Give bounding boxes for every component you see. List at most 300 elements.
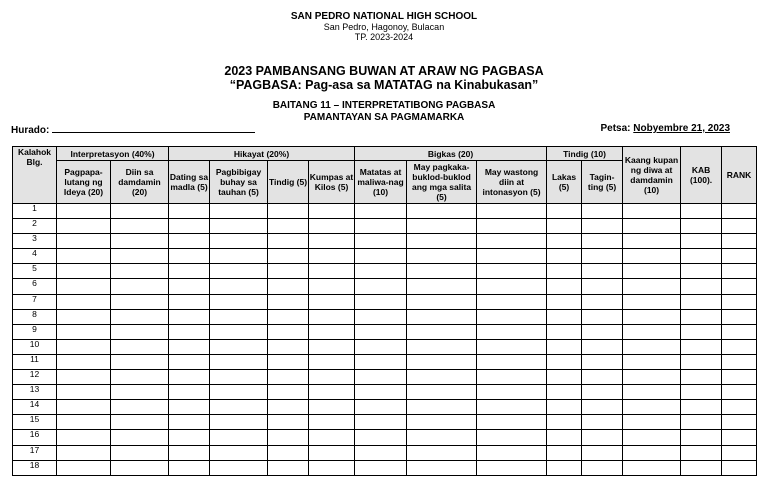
score-cell[interactable] xyxy=(210,264,268,279)
score-cell[interactable] xyxy=(169,400,210,415)
contestant-number: 13 xyxy=(13,385,57,400)
score-cell[interactable] xyxy=(309,309,355,324)
score-cell[interactable] xyxy=(309,204,355,219)
score-cell[interactable] xyxy=(210,234,268,249)
score-cell[interactable] xyxy=(722,249,757,264)
score-cell[interactable] xyxy=(111,234,169,249)
score-cell[interactable] xyxy=(407,354,477,369)
judge-field xyxy=(11,123,255,136)
score-cell[interactable] xyxy=(407,204,477,219)
score-cell[interactable] xyxy=(582,339,623,354)
score-cell[interactable] xyxy=(355,249,407,264)
event-title xyxy=(0,64,768,92)
score-cell[interactable] xyxy=(407,339,477,354)
score-cell[interactable] xyxy=(623,264,681,279)
score-cell[interactable] xyxy=(355,415,407,430)
score-cell[interactable] xyxy=(547,445,582,460)
score-cell[interactable] xyxy=(681,294,722,309)
score-cell[interactable] xyxy=(268,445,309,460)
score-cell[interactable] xyxy=(355,460,407,475)
score-cell[interactable] xyxy=(407,460,477,475)
score-cell[interactable] xyxy=(477,279,547,294)
score-cell[interactable] xyxy=(210,354,268,369)
score-cell[interactable] xyxy=(547,354,582,369)
score-cell[interactable] xyxy=(309,370,355,385)
score-cell[interactable] xyxy=(111,309,169,324)
score-cell[interactable] xyxy=(210,324,268,339)
score-cell[interactable] xyxy=(477,204,547,219)
score-cell[interactable] xyxy=(268,324,309,339)
score-cell[interactable] xyxy=(681,370,722,385)
col-kumpas: Kumpas at Kilos (5) xyxy=(309,161,355,204)
score-cell[interactable] xyxy=(355,339,407,354)
contestant-number: 8 xyxy=(13,309,57,324)
score-cell[interactable] xyxy=(169,279,210,294)
score-cell[interactable] xyxy=(210,309,268,324)
score-cell[interactable] xyxy=(623,400,681,415)
score-cell[interactable] xyxy=(355,445,407,460)
score-cell[interactable] xyxy=(111,204,169,219)
score-cell[interactable] xyxy=(57,400,111,415)
score-cell[interactable] xyxy=(547,400,582,415)
score-cell[interactable] xyxy=(111,249,169,264)
score-cell[interactable] xyxy=(623,415,681,430)
score-cell[interactable] xyxy=(355,294,407,309)
score-cell[interactable] xyxy=(547,415,582,430)
score-cell[interactable] xyxy=(309,234,355,249)
score-cell[interactable] xyxy=(477,249,547,264)
table-row xyxy=(13,264,757,279)
score-cell[interactable] xyxy=(169,430,210,445)
score-cell[interactable] xyxy=(309,264,355,279)
score-cell[interactable] xyxy=(582,400,623,415)
score-cell[interactable] xyxy=(111,445,169,460)
score-cell[interactable] xyxy=(210,249,268,264)
score-cell[interactable] xyxy=(210,460,268,475)
table-row xyxy=(13,249,757,264)
score-cell[interactable] xyxy=(210,370,268,385)
score-cell[interactable] xyxy=(210,385,268,400)
score-cell[interactable] xyxy=(681,354,722,369)
score-cell[interactable] xyxy=(623,294,681,309)
score-cell[interactable] xyxy=(582,385,623,400)
score-cell[interactable] xyxy=(57,339,111,354)
score-cell[interactable] xyxy=(210,204,268,219)
score-cell[interactable] xyxy=(57,294,111,309)
score-cell[interactable] xyxy=(169,324,210,339)
score-cell[interactable] xyxy=(623,279,681,294)
score-cell[interactable] xyxy=(681,385,722,400)
score-cell[interactable] xyxy=(623,370,681,385)
score-cell[interactable] xyxy=(57,234,111,249)
rubric-title: PAMANTAYAN SA PAGMAMARKA xyxy=(303,111,465,123)
score-cell[interactable] xyxy=(547,204,582,219)
contestant-number: 16 xyxy=(13,430,57,445)
score-cell[interactable] xyxy=(309,249,355,264)
col-tindig: Tindig (5) xyxy=(268,161,309,204)
score-cell[interactable] xyxy=(111,460,169,475)
score-cell[interactable] xyxy=(111,430,169,445)
score-cell[interactable] xyxy=(477,385,547,400)
score-cell[interactable] xyxy=(681,324,722,339)
score-cell[interactable] xyxy=(169,445,210,460)
score-cell[interactable] xyxy=(268,309,309,324)
contestant-number: 4 xyxy=(13,249,57,264)
score-cell[interactable] xyxy=(477,264,547,279)
judge-blank-line[interactable] xyxy=(52,123,255,133)
score-cell[interactable] xyxy=(169,249,210,264)
score-cell[interactable] xyxy=(582,219,623,234)
score-cell[interactable] xyxy=(111,339,169,354)
score-cell[interactable] xyxy=(268,354,309,369)
score-cell[interactable] xyxy=(57,309,111,324)
score-cell[interactable] xyxy=(169,294,210,309)
score-cell[interactable] xyxy=(623,460,681,475)
score-cell[interactable] xyxy=(169,219,210,234)
score-cell[interactable] xyxy=(355,400,407,415)
score-cell[interactable] xyxy=(111,324,169,339)
score-cell[interactable] xyxy=(623,309,681,324)
score-cell[interactable] xyxy=(268,430,309,445)
score-cell[interactable] xyxy=(268,339,309,354)
score-cell[interactable] xyxy=(547,219,582,234)
score-cell[interactable] xyxy=(111,219,169,234)
score-cell[interactable] xyxy=(477,294,547,309)
score-cell[interactable] xyxy=(681,309,722,324)
score-cell[interactable] xyxy=(355,324,407,339)
score-cell[interactable] xyxy=(623,430,681,445)
table-row xyxy=(13,339,757,354)
score-cell[interactable] xyxy=(407,219,477,234)
score-cell[interactable] xyxy=(268,415,309,430)
score-cell[interactable] xyxy=(309,339,355,354)
score-cell[interactable] xyxy=(477,370,547,385)
score-cell[interactable] xyxy=(582,354,623,369)
score-cell[interactable] xyxy=(355,385,407,400)
score-cell[interactable] xyxy=(268,279,309,294)
score-cell[interactable] xyxy=(547,460,582,475)
score-cell[interactable] xyxy=(210,445,268,460)
score-cell[interactable] xyxy=(111,294,169,309)
score-cell[interactable] xyxy=(407,370,477,385)
score-cell[interactable] xyxy=(111,370,169,385)
score-cell[interactable] xyxy=(477,460,547,475)
table-row xyxy=(13,234,757,249)
score-cell[interactable] xyxy=(169,339,210,354)
score-cell[interactable] xyxy=(623,445,681,460)
score-cell[interactable] xyxy=(582,249,623,264)
score-cell[interactable] xyxy=(582,430,623,445)
score-cell[interactable] xyxy=(169,264,210,279)
score-cell[interactable] xyxy=(681,219,722,234)
score-cell[interactable] xyxy=(169,415,210,430)
score-cell[interactable] xyxy=(722,415,757,430)
group-interpretasyon: Interpretasyon (40%) xyxy=(57,147,169,161)
score-cell[interactable] xyxy=(268,294,309,309)
score-cell[interactable] xyxy=(722,234,757,249)
event-theme: “PAGBASA: Pag-asa sa MATATAG na Kinabukasan” xyxy=(229,78,539,92)
score-cell[interactable] xyxy=(407,234,477,249)
score-cell[interactable] xyxy=(547,370,582,385)
score-cell[interactable] xyxy=(407,400,477,415)
score-cell[interactable] xyxy=(268,460,309,475)
score-cell[interactable] xyxy=(57,279,111,294)
score-cell[interactable] xyxy=(407,249,477,264)
score-cell[interactable] xyxy=(722,354,757,369)
score-cell[interactable] xyxy=(623,219,681,234)
score-cell[interactable] xyxy=(268,370,309,385)
score-cell[interactable] xyxy=(355,204,407,219)
col-diin: Diin sa damdamin (20) xyxy=(111,161,169,204)
score-cell[interactable] xyxy=(309,445,355,460)
score-cell[interactable] xyxy=(722,294,757,309)
score-cell[interactable] xyxy=(681,460,722,475)
score-cell[interactable] xyxy=(57,445,111,460)
col-matatas: Matatas at maliwa-nag (10) xyxy=(355,161,407,204)
score-cell[interactable] xyxy=(407,264,477,279)
group-hikayat: Hikayat (20%) xyxy=(169,147,355,161)
score-cell[interactable] xyxy=(722,339,757,354)
score-cell[interactable] xyxy=(722,430,757,445)
score-cell[interactable] xyxy=(407,324,477,339)
score-cell[interactable] xyxy=(722,385,757,400)
score-cell[interactable] xyxy=(681,445,722,460)
event-title-line1: 2023 PAMBANSANG BUWAN AT ARAW NG PAGBASA xyxy=(224,64,544,78)
score-cell[interactable] xyxy=(210,219,268,234)
score-cell[interactable] xyxy=(169,460,210,475)
score-cell[interactable] xyxy=(582,309,623,324)
score-cell[interactable] xyxy=(477,324,547,339)
score-cell[interactable] xyxy=(623,339,681,354)
score-cell[interactable] xyxy=(57,219,111,234)
score-cell[interactable] xyxy=(268,264,309,279)
score-cell[interactable] xyxy=(722,264,757,279)
score-cell[interactable] xyxy=(169,204,210,219)
score-cell[interactable] xyxy=(681,264,722,279)
date-field xyxy=(600,123,730,134)
score-cell[interactable] xyxy=(407,430,477,445)
score-cell[interactable] xyxy=(547,385,582,400)
col-pagkakabuklod: May pagkaka-buklod-buklod ang mga salita (5) xyxy=(407,161,477,204)
score-cell[interactable] xyxy=(309,385,355,400)
score-rows xyxy=(13,204,757,476)
score-cell[interactable] xyxy=(547,309,582,324)
score-cell[interactable] xyxy=(111,415,169,430)
score-cell[interactable] xyxy=(582,324,623,339)
score-cell[interactable] xyxy=(355,309,407,324)
score-cell[interactable] xyxy=(547,234,582,249)
contestant-number: 3 xyxy=(13,234,57,249)
contestant-number: 17 xyxy=(13,445,57,460)
score-cell[interactable] xyxy=(57,354,111,369)
score-cell[interactable] xyxy=(477,445,547,460)
score-cell[interactable] xyxy=(722,309,757,324)
score-cell[interactable] xyxy=(547,294,582,309)
score-cell[interactable] xyxy=(582,279,623,294)
score-cell[interactable] xyxy=(477,354,547,369)
score-cell[interactable] xyxy=(210,279,268,294)
score-cell[interactable] xyxy=(582,415,623,430)
score-cell[interactable] xyxy=(268,219,309,234)
score-cell[interactable] xyxy=(309,219,355,234)
score-cell[interactable] xyxy=(169,385,210,400)
score-cell[interactable] xyxy=(681,279,722,294)
score-cell[interactable] xyxy=(547,279,582,294)
contestant-number: 2 xyxy=(13,219,57,234)
score-cell[interactable] xyxy=(407,294,477,309)
col-lakas: Lakas (5) xyxy=(547,161,582,204)
score-cell[interactable] xyxy=(268,400,309,415)
score-cell[interactable] xyxy=(407,385,477,400)
score-cell[interactable] xyxy=(623,249,681,264)
contestant-number: 5 xyxy=(13,264,57,279)
category-heading xyxy=(0,100,768,123)
score-cell[interactable] xyxy=(477,415,547,430)
score-cell[interactable] xyxy=(57,370,111,385)
score-cell[interactable] xyxy=(210,339,268,354)
score-cell[interactable] xyxy=(477,309,547,324)
score-cell[interactable] xyxy=(722,219,757,234)
score-cell[interactable] xyxy=(309,354,355,369)
score-cell[interactable] xyxy=(309,294,355,309)
score-cell[interactable] xyxy=(722,460,757,475)
score-cell[interactable] xyxy=(57,204,111,219)
score-cell[interactable] xyxy=(582,445,623,460)
score-cell[interactable] xyxy=(407,279,477,294)
score-cell[interactable] xyxy=(407,309,477,324)
score-cell[interactable] xyxy=(681,249,722,264)
score-cell[interactable] xyxy=(722,445,757,460)
score-cell[interactable] xyxy=(268,249,309,264)
score-cell[interactable] xyxy=(722,204,757,219)
score-cell[interactable] xyxy=(309,279,355,294)
score-cell[interactable] xyxy=(623,385,681,400)
score-cell[interactable] xyxy=(722,279,757,294)
score-cell[interactable] xyxy=(582,460,623,475)
table-row xyxy=(13,370,757,385)
score-cell[interactable] xyxy=(477,400,547,415)
score-cell[interactable] xyxy=(210,294,268,309)
table-row xyxy=(13,385,757,400)
score-cell[interactable] xyxy=(681,204,722,219)
score-cell[interactable] xyxy=(477,219,547,234)
col-kaangkupan: Kaang kupan ng diwa at damdamin (10) xyxy=(623,147,681,204)
col-dating: Dating sa madla (5) xyxy=(169,161,210,204)
score-cell[interactable] xyxy=(169,309,210,324)
score-cell[interactable] xyxy=(57,415,111,430)
score-cell[interactable] xyxy=(623,204,681,219)
contestant-number: 1 xyxy=(13,204,57,219)
score-cell[interactable] xyxy=(477,234,547,249)
score-cell[interactable] xyxy=(582,264,623,279)
table-row xyxy=(13,324,757,339)
score-cell[interactable] xyxy=(268,204,309,219)
score-cell[interactable] xyxy=(57,324,111,339)
score-cell[interactable] xyxy=(210,400,268,415)
table-row xyxy=(13,400,757,415)
score-cell[interactable] xyxy=(309,460,355,475)
score-cell[interactable] xyxy=(547,324,582,339)
col-kab: KAB (100). xyxy=(681,147,722,204)
score-cell[interactable] xyxy=(355,264,407,279)
score-cell[interactable] xyxy=(57,430,111,445)
score-cell[interactable] xyxy=(169,234,210,249)
table-row xyxy=(13,279,757,294)
score-cell[interactable] xyxy=(210,415,268,430)
school-name: SAN PEDRO NATIONAL HIGH SCHOOL xyxy=(290,11,478,22)
score-cell[interactable] xyxy=(309,415,355,430)
score-cell[interactable] xyxy=(582,370,623,385)
score-cell[interactable] xyxy=(547,249,582,264)
score-cell[interactable] xyxy=(309,400,355,415)
score-cell[interactable] xyxy=(547,339,582,354)
score-cell[interactable] xyxy=(57,460,111,475)
score-cell[interactable] xyxy=(169,354,210,369)
score-cell[interactable] xyxy=(355,234,407,249)
contestant-number: 11 xyxy=(13,354,57,369)
score-cell[interactable] xyxy=(623,234,681,249)
col-pagbibigay: Pagbibigay buhay sa tauhan (5) xyxy=(210,161,268,204)
col-pagpapalutang: Pagpapa-lutang ng Ideya (20) xyxy=(57,161,111,204)
score-cell[interactable] xyxy=(722,370,757,385)
group-bigkas: Bigkas (20) xyxy=(355,147,547,161)
date-value: Nobyembre 21, 2023 xyxy=(633,123,730,134)
contestant-number: 14 xyxy=(13,400,57,415)
score-cell[interactable] xyxy=(57,249,111,264)
score-cell[interactable] xyxy=(57,264,111,279)
contestant-header: Kalahok Blg. xyxy=(13,147,57,204)
score-cell[interactable] xyxy=(268,234,309,249)
score-cell[interactable] xyxy=(355,354,407,369)
score-cell[interactable] xyxy=(477,430,547,445)
score-cell[interactable] xyxy=(111,264,169,279)
score-cell[interactable] xyxy=(623,354,681,369)
score-cell[interactable] xyxy=(111,354,169,369)
score-cell[interactable] xyxy=(355,430,407,445)
score-cell[interactable] xyxy=(722,324,757,339)
score-cell[interactable] xyxy=(681,400,722,415)
score-cell[interactable] xyxy=(722,400,757,415)
score-cell[interactable] xyxy=(355,279,407,294)
contestant-number: 18 xyxy=(13,460,57,475)
score-cell[interactable] xyxy=(547,430,582,445)
score-cell[interactable] xyxy=(681,234,722,249)
score-cell[interactable] xyxy=(681,415,722,430)
score-cell[interactable] xyxy=(547,264,582,279)
score-cell[interactable] xyxy=(681,430,722,445)
score-cell[interactable] xyxy=(681,339,722,354)
table-row xyxy=(13,309,757,324)
score-cell[interactable] xyxy=(111,400,169,415)
score-cell[interactable] xyxy=(111,385,169,400)
score-cell[interactable] xyxy=(477,339,547,354)
score-cell[interactable] xyxy=(309,430,355,445)
score-cell[interactable] xyxy=(582,294,623,309)
score-cell[interactable] xyxy=(582,204,623,219)
score-cell[interactable] xyxy=(210,430,268,445)
score-cell[interactable] xyxy=(582,234,623,249)
score-cell[interactable] xyxy=(355,219,407,234)
score-cell[interactable] xyxy=(623,324,681,339)
score-cell[interactable] xyxy=(111,279,169,294)
score-cell[interactable] xyxy=(309,324,355,339)
score-cell[interactable] xyxy=(57,385,111,400)
score-cell[interactable] xyxy=(169,370,210,385)
score-cell[interactable] xyxy=(407,415,477,430)
score-cell[interactable] xyxy=(268,385,309,400)
score-cell[interactable] xyxy=(355,370,407,385)
score-cell[interactable] xyxy=(407,445,477,460)
